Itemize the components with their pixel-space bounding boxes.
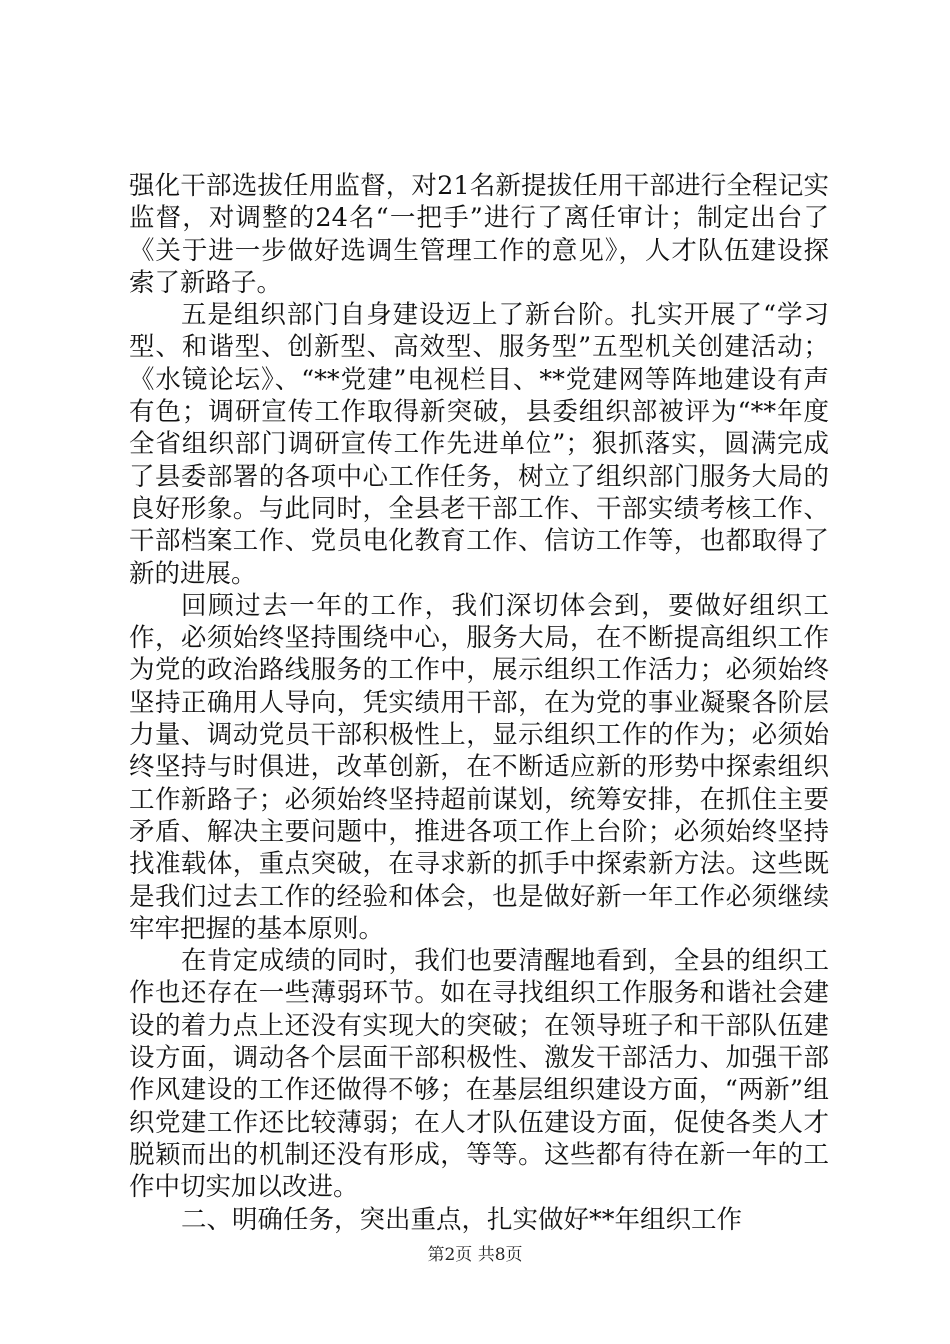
page-number-footer: 第2页 共8页 [427,1245,523,1265]
document-body [129,170,829,1236]
paragraph-continued: 强化干部选拔任用监督，对21名新提拔任用干部进行全程记实监督，对调整的24名“一把手”进行了离任审计；制定出台了《关于进一步做好选调生管理工作的意见》，人才队伍建设探索了新路子。 [129,171,829,298]
paragraph-weaknesses: 在肯定成绩的同时，我们也要清醒地看到，全县的组织工作也还存在一些薄弱环节。如在寻找组织工作服务和谐社会建设的着力点上还没有实现大的突破；在领导班子和干部队伍建设方面，调动各个层面干部积极性、激发干部活力、加强干部作风建设的工作还做得不够；在基层组织建设方面，“两新”组织党建工作还比较薄弱；在人才队伍建设方面，促使各类人才脱颖而出的机制还没有形成，等等。这些都有待在新一年的工作中切实加以改进。 [129,946,829,1203]
section-heading-tasks: 二、明确任务，突出重点，扎实做好**年组织工作 [181,1204,743,1235]
paragraph-review-experience: 回顾过去一年的工作，我们深切体会到，要做好组织工作，必须始终坚持围绕中心，服务大局，在不断提高组织工作为党的政治路线服务的工作中，展示组织工作活力；必须始终坚持正确用人导向，凭实绩用干部，在为党的事业凝聚各阶层力量、调动党员干部积极性上，显示组织工作的作为；必须始终坚持与时俱进，改革创新，在不断适应新的形势中探索组织工作新路子；必须始终坚持超前谋划，统筹安排，在抓住主要矛盾、解决主要问题中，推进各项工作上台阶；必须始终坚持找准载体，重点突破，在寻求新的抓手中探索新方法。这些既是我们过去工作的经验和体会，也是做好新一年工作必须继续牢牢把握的基本原则。 [129,590,829,944]
paragraph-organization-self-building: 五是组织部门自身建设迈上了新台阶。扎实开展了“学习型、和谐型、创新型、高效型、服务型”五型机关创建活动；《水镜论坛》、“**党建”电视栏目、**党建网等阵地建设有声有色；调研宣传工作取得新突破，县委组织部被评为“**年度全省组织部门调研宣传工作先进单位”；狠抓落实，圆满完成了县委部署的各项中心工作任务，树立了组织部门服务大局的良好形象。与此同时，全县老干部工作、干部实绩考核工作、干部档案工作、党员电化教育工作、信访工作等，也都取得了新的进展。 [129,300,829,589]
